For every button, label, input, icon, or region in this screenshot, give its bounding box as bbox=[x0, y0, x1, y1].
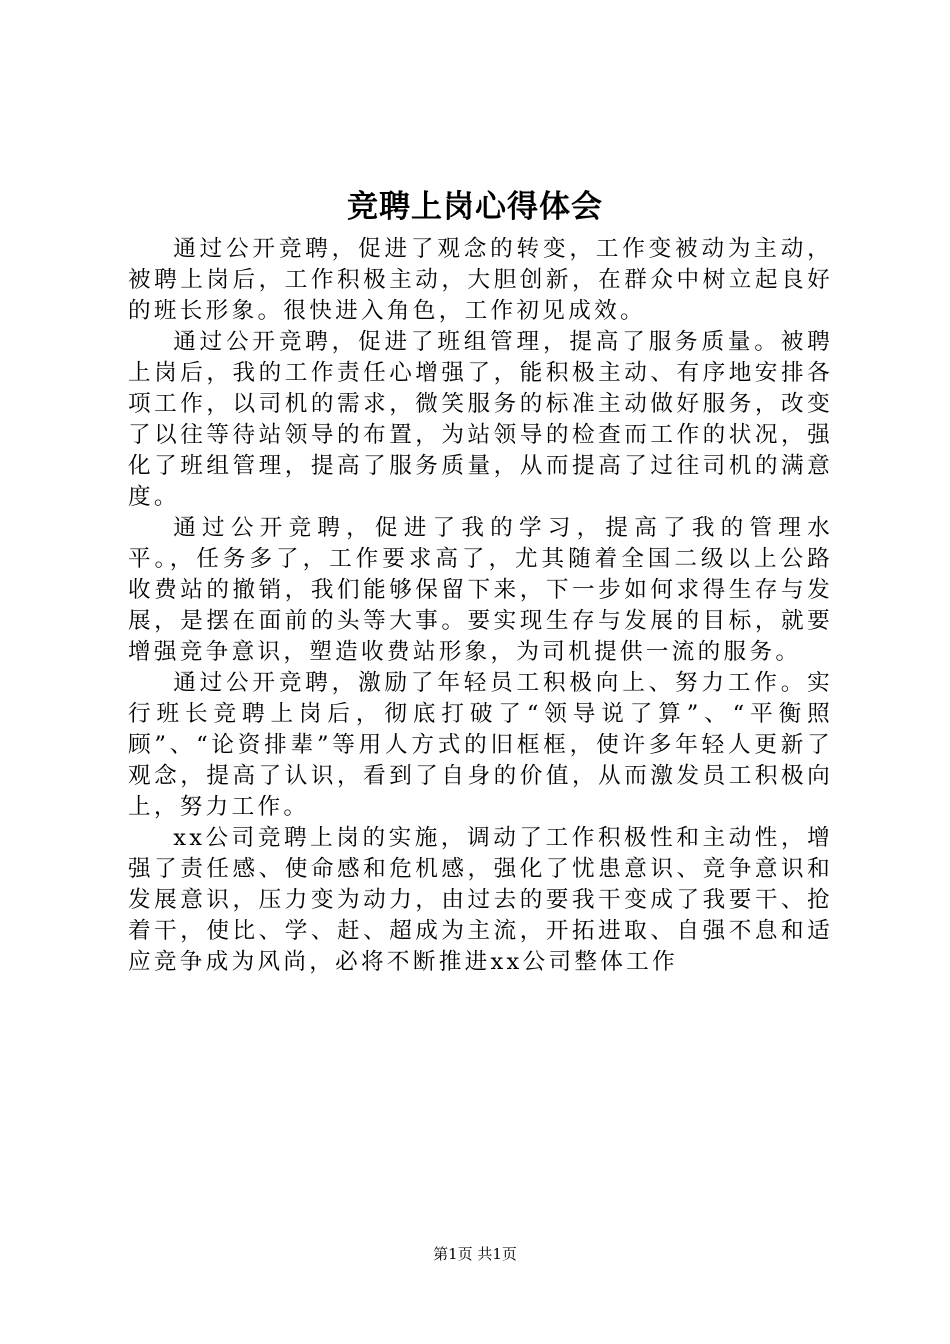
paragraph-2: 通过公开竞聘，促进了班组管理，提高了服务质量。被聘上岗后，我的工作责任心增强了，能积极主动、有序地安排各项工作，以司机的需求，微笑服务的标准主动做好服务，改变了以往等待站领导的布置，为站领导的检查而工作的状况，强化了班组管理，提高了服务质量，从而提高了过往司机的满意度。 bbox=[128, 329, 833, 510]
paragraph-4: 通过公开竞聘，激励了年轻员工积极向上、努力工作。实行班长竞聘上岗后，彻底打破了“领导说了算”、“平衡照顾”、“论资排辈”等用人方式的旧框框，使许多年轻人更新了观念，提高了认识，看到了自身的价值，从而激发员工积极向上，努力工作。 bbox=[128, 670, 833, 820]
page-footer: 第1页 共1页 bbox=[433, 1245, 517, 1263]
paragraph-1: 通过公开竞聘，促进了观念的转变，工作变被动为主动，被聘上岗后，工作积极主动，大胆创新，在群众中树立起良好的班长形象。很快进入角色，工作初见成效。 bbox=[128, 236, 833, 324]
paragraph-3: 通过公开竞聘，促进了我的学习，提高了我的管理水平。，任务多了，工作要求高了，尤其随着全国二级以上公路收费站的撤销，我们能够保留下来，下一步如何求得生存与发展，是摆在面前的头等大事。要实现生存与发展的目标，就要增强竞争意识，塑造收费站形象，为司机提供一流的服务。 bbox=[128, 515, 833, 665]
page-title: 竞聘上岗心得体会 bbox=[347, 189, 603, 225]
paragraph-5: xx公司竞聘上岗的实施，调动了工作积极性和主动性，增强了责任感、使命感和危机感，强化了忧患意识、竞争意识和发展意识，压力变为动力，由过去的要我干变成了我要干、抢着干，使比、学、赶、超成为主流，开拓进取、自强不息和适应竞争成为风尚，必将不断推进xx公司整体工作 bbox=[128, 825, 833, 975]
document-body bbox=[128, 234, 833, 978]
